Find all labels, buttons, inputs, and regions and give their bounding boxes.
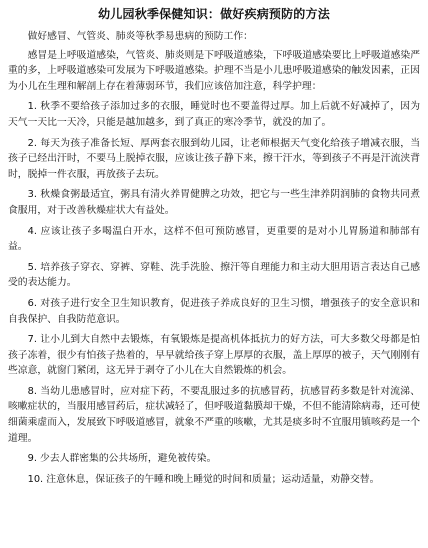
tip-item-4: 4. 应该让孩子多喝温白开水，这样不但可预防感冒，更重要的是对小儿胃肠道和肺部有益。 [8,225,420,253]
article-title: 幼儿园秋季保健知识：做好疾病预防的方法 [98,7,330,21]
tip-item-3: 3. 秋燥食粥最适宜，粥具有清火养胃健脾之功效，把它与一些生津养阴润肺的食物共同煮食服用，对于改善秋燥症状大有益处。 [8,189,420,216]
tip-item-9: 9. 少去人群密集的公共场所，避免被传染。 [27,453,217,465]
tip-item-1: 1. 秋季不要给孩子添加过多的衣服，睡觉时也不要盖得过厚。加上后就不好减掉了，因为天气一天比一天冷，只能是越加越多，到了真正的寒冷季节，就没的加了。 [8,101,420,128]
article-paragraph-intro: 做好感冒、气管炎、肺炎等秋季易患病的预防工作： [27,31,253,42]
tip-item-6: 6. 对孩子进行安全卫生知识教育，促进孩子养成良好的卫生习惯，增强孩子的安全意识和自我保护、自我防范意识。 [8,297,420,325]
tip-item-7: 7. 让小儿到大自然中去锻炼，有氧锻炼是提高机体抵抗力的好方法，可大多数父母都是怕孩子冻着，很少有怕孩子热着的，早早就给孩子穿上厚厚的衣服，盖上厚厚的被子，天气刚刚有些凉意，就窗门紧闭，这无异于剥夺了小儿在大自然锻炼的机会。 [8,334,420,377]
tip-item-5: 5. 培养孩子穿衣、穿裤、穿鞋、洗手洗脸、擦汗等自理能力和主动大胆用语言表达自己感受的表达能力。 [8,261,420,289]
tip-item-8: 8. 当幼儿患感冒时，应对症下药，不要乱服过多的抗感冒药，抗感冒药多数是针对流涕、咳嗽症状的，当服用感冒药后，症状减轻了，但呼吸道黏膜却干燥，不但不能清除病毒，还可使细菌乘虚而入，发展致下呼吸道感冒，就象不严重的咳嗽，尤其是痰多时不宜服用镇咳药是一个道理。 [8,385,420,444]
tip-item-2: 2. 每天为孩子准备长短、厚两套衣服到幼儿园，让老师根据天气变化给孩子增减衣服，当孩子已经出汗时，不要马上脱掉衣服，应该让孩子静下来，擦干汗水，等到孩子不再是汗流浃背时，脱掉一件衣服，再放孩子去玩。 [8,137,420,180]
article-paragraph: 感冒是上呼吸道感染，气管炎、肺炎则是下呼吸道感染，下呼吸道感染要比上呼吸道感染严重的多，上呼吸道感染可发展为下呼吸道感染。护理不当是小儿患呼吸道感染的触发因素，正因为小儿在生理和解剖上存在着薄弱环节，我们应该倍加注意，科学护理： [8,49,420,92]
tip-item-10: 10. 注意休息，保证孩子的午睡和晚上睡觉的时间和质量；运动适量，劝静交替。 [27,473,380,485]
